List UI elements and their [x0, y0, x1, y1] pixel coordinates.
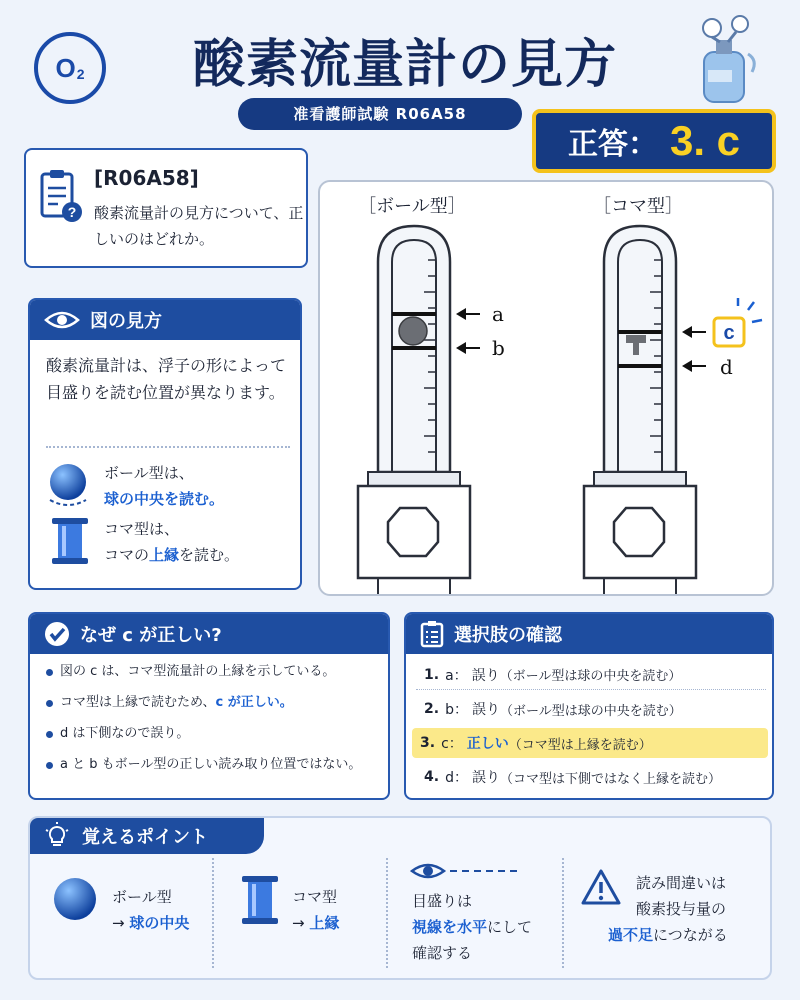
answer-box — [532, 109, 776, 173]
remember-eye-highlight: 視線を水平 — [412, 918, 488, 936]
remember-koma-line2: 上縁 — [309, 914, 340, 932]
remember-heading: 覚えるポイント — [82, 827, 208, 848]
arrow-a — [456, 308, 480, 320]
question-code: [R06A58] — [94, 166, 199, 190]
question-text: 酸素流量計の見方について、正しいのはどれか。 — [94, 204, 304, 248]
logo-letter: O — [55, 52, 76, 83]
answer-label: 正答： — [567, 127, 658, 162]
how-to-read-heading: 図の見方 — [90, 311, 162, 332]
option-note: （コマ型は上縁を読む） — [508, 737, 652, 753]
option-number: 3. — [420, 735, 436, 751]
arrow-c — [682, 326, 706, 338]
option-number: 4. — [424, 769, 440, 785]
options-header — [406, 614, 772, 654]
options-card — [404, 612, 774, 800]
ball-rule-row — [46, 460, 296, 516]
remember-ball-line1: ボール型 — [112, 888, 172, 906]
ball-rule-line1: ボール型は、 — [104, 464, 194, 482]
eye-icon — [44, 310, 80, 330]
option-note: （ボール型は球の中央を読む） — [499, 703, 682, 719]
label-d: d — [720, 355, 733, 379]
option-result: 誤り — [471, 702, 500, 718]
remember-eye-line1: 目盛りは — [412, 892, 473, 910]
option-number: 2. — [424, 701, 440, 717]
flowmeter-diagram — [318, 180, 774, 596]
why-card — [28, 612, 390, 800]
logo-subscript: 2 — [76, 66, 85, 82]
option-result: 正しい — [466, 736, 509, 752]
exam-badge: 准看護師試験 R06A58 — [238, 98, 522, 130]
question-card — [24, 148, 308, 268]
divider — [46, 446, 290, 448]
why-item — [44, 695, 388, 711]
koma-type-flowmeter — [584, 226, 696, 596]
label-c: c — [723, 322, 735, 344]
remember-warning — [608, 870, 728, 948]
how-to-read-intro: 酸素流量計は、浮子の形によって目盛りを読む位置が異なります。 — [46, 356, 287, 402]
option-row — [416, 762, 766, 792]
oxygen-cylinder-icon — [690, 14, 760, 104]
arrow-b — [456, 342, 480, 354]
arrow-glyph: → — [292, 914, 305, 932]
warning-icon — [580, 868, 622, 906]
option-key: c： — [441, 736, 463, 752]
remember-eye-line2: にして — [487, 918, 533, 936]
option-note: （ボール型は球の中央を読む） — [499, 669, 682, 684]
option-row — [416, 660, 766, 690]
page-title: 酸素流量計の見方 — [192, 35, 617, 95]
remember-eye-line3: 確認する — [412, 944, 473, 962]
koma-type-title: ［コマ型］ — [593, 196, 683, 217]
remember-ball — [112, 884, 189, 936]
why-header — [30, 614, 388, 654]
option-row-correct — [412, 728, 768, 758]
checklist-icon — [420, 620, 444, 648]
label-b: b — [492, 336, 505, 360]
why-item-text: コマ型は上縁で読むため、 — [60, 695, 216, 710]
koma-rule-prefix: コマの — [104, 546, 150, 564]
remember-warning-line3: につながる — [653, 926, 728, 944]
divider — [212, 858, 214, 968]
ball-rule-line2: 球の中央を読む。 — [104, 490, 225, 508]
answer-value: 3. c — [669, 117, 741, 164]
why-list — [44, 664, 388, 788]
koma-rule-line1: コマ型は、 — [104, 520, 180, 538]
option-key: a： — [445, 667, 468, 684]
o2-logo-icon — [34, 32, 106, 104]
how-to-read-header — [30, 300, 300, 340]
option-result: 誤り — [471, 770, 500, 786]
label-a: a — [492, 302, 504, 326]
koma-rule-highlight: 上縁 — [149, 546, 180, 564]
option-number: 1. — [424, 666, 440, 683]
remember-warning-highlight: 過不足 — [608, 926, 654, 944]
remember-section — [28, 816, 772, 980]
option-note: （コマ型は下側ではなく上縁を読む） — [499, 771, 721, 787]
blue-ball-icon — [52, 876, 98, 922]
why-item: d は下側なので誤り。 — [44, 726, 388, 742]
option-key: d： — [445, 770, 468, 786]
remember-header — [30, 818, 264, 854]
divider — [562, 858, 564, 968]
clipboard-question-icon — [38, 168, 84, 224]
options-heading: 選択肢の確認 — [454, 625, 562, 646]
blue-ball-icon — [46, 462, 90, 508]
spool-icon — [48, 516, 92, 566]
spool-icon — [240, 874, 280, 926]
check-circle-icon — [44, 621, 70, 647]
why-item: a と b もボール型の正しい読み取り位置ではない。 — [44, 757, 388, 773]
lightbulb-icon — [42, 822, 72, 850]
remember-warning-line1: 読み間違いは — [636, 874, 727, 892]
why-item-highlight: c が正しい。 — [215, 695, 293, 710]
svg-text:?: ? — [67, 204, 77, 220]
remember-koma — [292, 884, 339, 936]
koma-rule-suffix: を読む。 — [179, 546, 240, 564]
remember-ball-line2: 球の中央 — [129, 914, 190, 932]
why-item: 図の c は、コマ型流量計の上縁を示している。 — [44, 664, 388, 680]
option-row — [416, 694, 766, 724]
divider — [386, 858, 388, 968]
how-to-read-card — [28, 298, 302, 590]
remember-eye-level — [412, 888, 532, 966]
koma-rule-row — [46, 516, 296, 572]
arrow-d — [682, 360, 706, 372]
why-heading: なぜ c が正しい? — [80, 625, 222, 646]
remember-koma-line1: コマ型 — [292, 888, 338, 906]
ball-type-title: ［ボール型］ — [358, 196, 466, 217]
remember-warning-line2: 酸素投与量の — [636, 900, 727, 918]
arrow-glyph: → — [112, 914, 125, 932]
option-key: b： — [445, 702, 468, 718]
eye-level-icon — [410, 858, 520, 884]
option-result: 誤り — [471, 667, 500, 684]
ball-type-flowmeter — [358, 226, 470, 596]
